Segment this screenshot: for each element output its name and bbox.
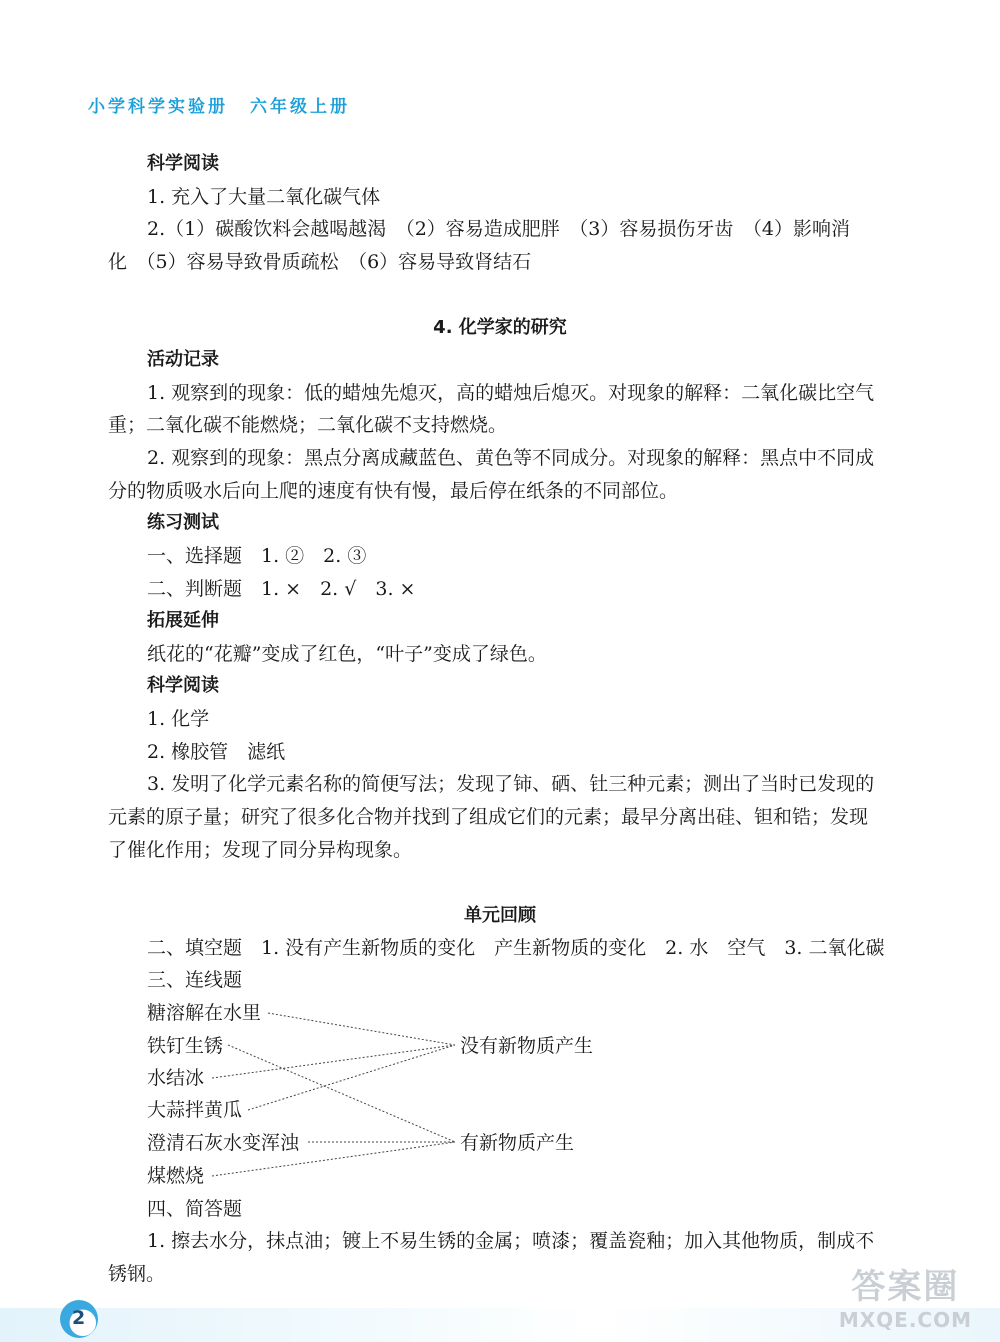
answer-line: 2. 橡胶管 滤纸 [147, 741, 286, 763]
answer-line: 二、判断题 1. × 2. √ 3. × [147, 578, 416, 600]
running-header [88, 92, 350, 117]
match-right-item: 没有新物质产生 [460, 1035, 594, 1057]
answer-line: 化 （5）容易导致骨质疏松 （6）容易导致肾结石 [108, 251, 532, 273]
match-left-item: 大蒜拌黄瓜 [147, 1099, 243, 1121]
watermark-logo: 答案圈 [851, 1267, 960, 1307]
answer-line: 1. 擦去水分，抹点油；镀上不易生锈的金属；喷漆；覆盖瓷釉；加入其他物质，制成不 [147, 1230, 875, 1252]
answer-line: 元素的原子量；研究了很多化合物并找到了组成它们的元素；最早分离出硅、钽和锆；发现 [108, 806, 869, 828]
answer-line: 重；二氧化碳不能燃烧；二氧化碳不支持燃烧。 [108, 414, 508, 436]
answer-line: 二、填空题 1. 没有产生新物质的变化 产生新物质的变化 2. 水 空气 3. 二氧化碳 [147, 937, 885, 959]
match-line [248, 1045, 455, 1110]
answer-line: 了催化作用；发现了同分异构现象。 [108, 839, 413, 861]
section-title-activity: 活动记录 [147, 349, 219, 370]
watermark-url: MXQE.COM [838, 1308, 972, 1332]
match-left-item: 煤燃烧 [147, 1165, 205, 1187]
answer-line: 1. 充入了大量二氧化碳气体 [147, 186, 381, 208]
answer-line: 3. 发明了化学元素名称的简便写法；发现了铈、硒、钍三种元素；测出了当时已发现的 [147, 773, 875, 795]
match-line [212, 1045, 455, 1078]
page-number: 2 [72, 1307, 86, 1329]
match-left-item: 水结冰 [147, 1067, 205, 1089]
book-title: 小学科学实验册 [88, 97, 228, 117]
section-title-reading: 科学阅读 [147, 153, 219, 174]
match-left-item: 糖溶解在水里 [147, 1002, 262, 1024]
answer-line: 1. 观察到的现象：低的蜡烛先熄灭，高的蜡烛后熄灭。对现象的解释：二氧化碳比空气 [147, 382, 875, 404]
match-left-item: 澄清石灰水变浑浊 [147, 1132, 300, 1154]
match-line [268, 1013, 455, 1045]
watermark [839, 1259, 972, 1332]
match-right-item: 有新物质产生 [460, 1132, 575, 1154]
page-number-badge [60, 1300, 98, 1338]
answer-line: 锈钢。 [108, 1263, 166, 1285]
match-line [228, 1045, 455, 1142]
answer-line: 一、选择题 1. ② 2. ③ [147, 545, 367, 567]
answer-line: 纸花的“花瓣”变成了红色，“叶子”变成了绿色。 [147, 643, 547, 665]
lesson-title: 4. 化学家的研究 [433, 317, 567, 338]
section-title-reading: 科学阅读 [147, 675, 219, 696]
section-title-practice: 练习测试 [147, 512, 219, 533]
answer-line: 2.（1）碳酸饮料会越喝越渴 （2）容易造成肥胖 （3）容易损伤牙齿 （4）影响消 [147, 218, 850, 240]
review-title: 单元回顾 [464, 905, 536, 926]
answer-line: 1. 化学 [147, 708, 210, 730]
answer-line: 分的物质吸水后向上爬的速度有快有慢，最后停在纸条的不同部位。 [108, 480, 679, 502]
answer-line: 2. 观察到的现象：黑点分离成藏蓝色、黄色等不同成分。对现象的解释：黑点中不同成 [147, 447, 875, 469]
matching-title: 三、连线题 [147, 969, 243, 991]
match-left-item: 铁钉生锈 [147, 1035, 224, 1057]
grade-label: 六年级上册 [250, 97, 350, 117]
section-title-extend: 拓展延伸 [147, 610, 219, 631]
short-answer-title: 四、简答题 [147, 1198, 243, 1220]
